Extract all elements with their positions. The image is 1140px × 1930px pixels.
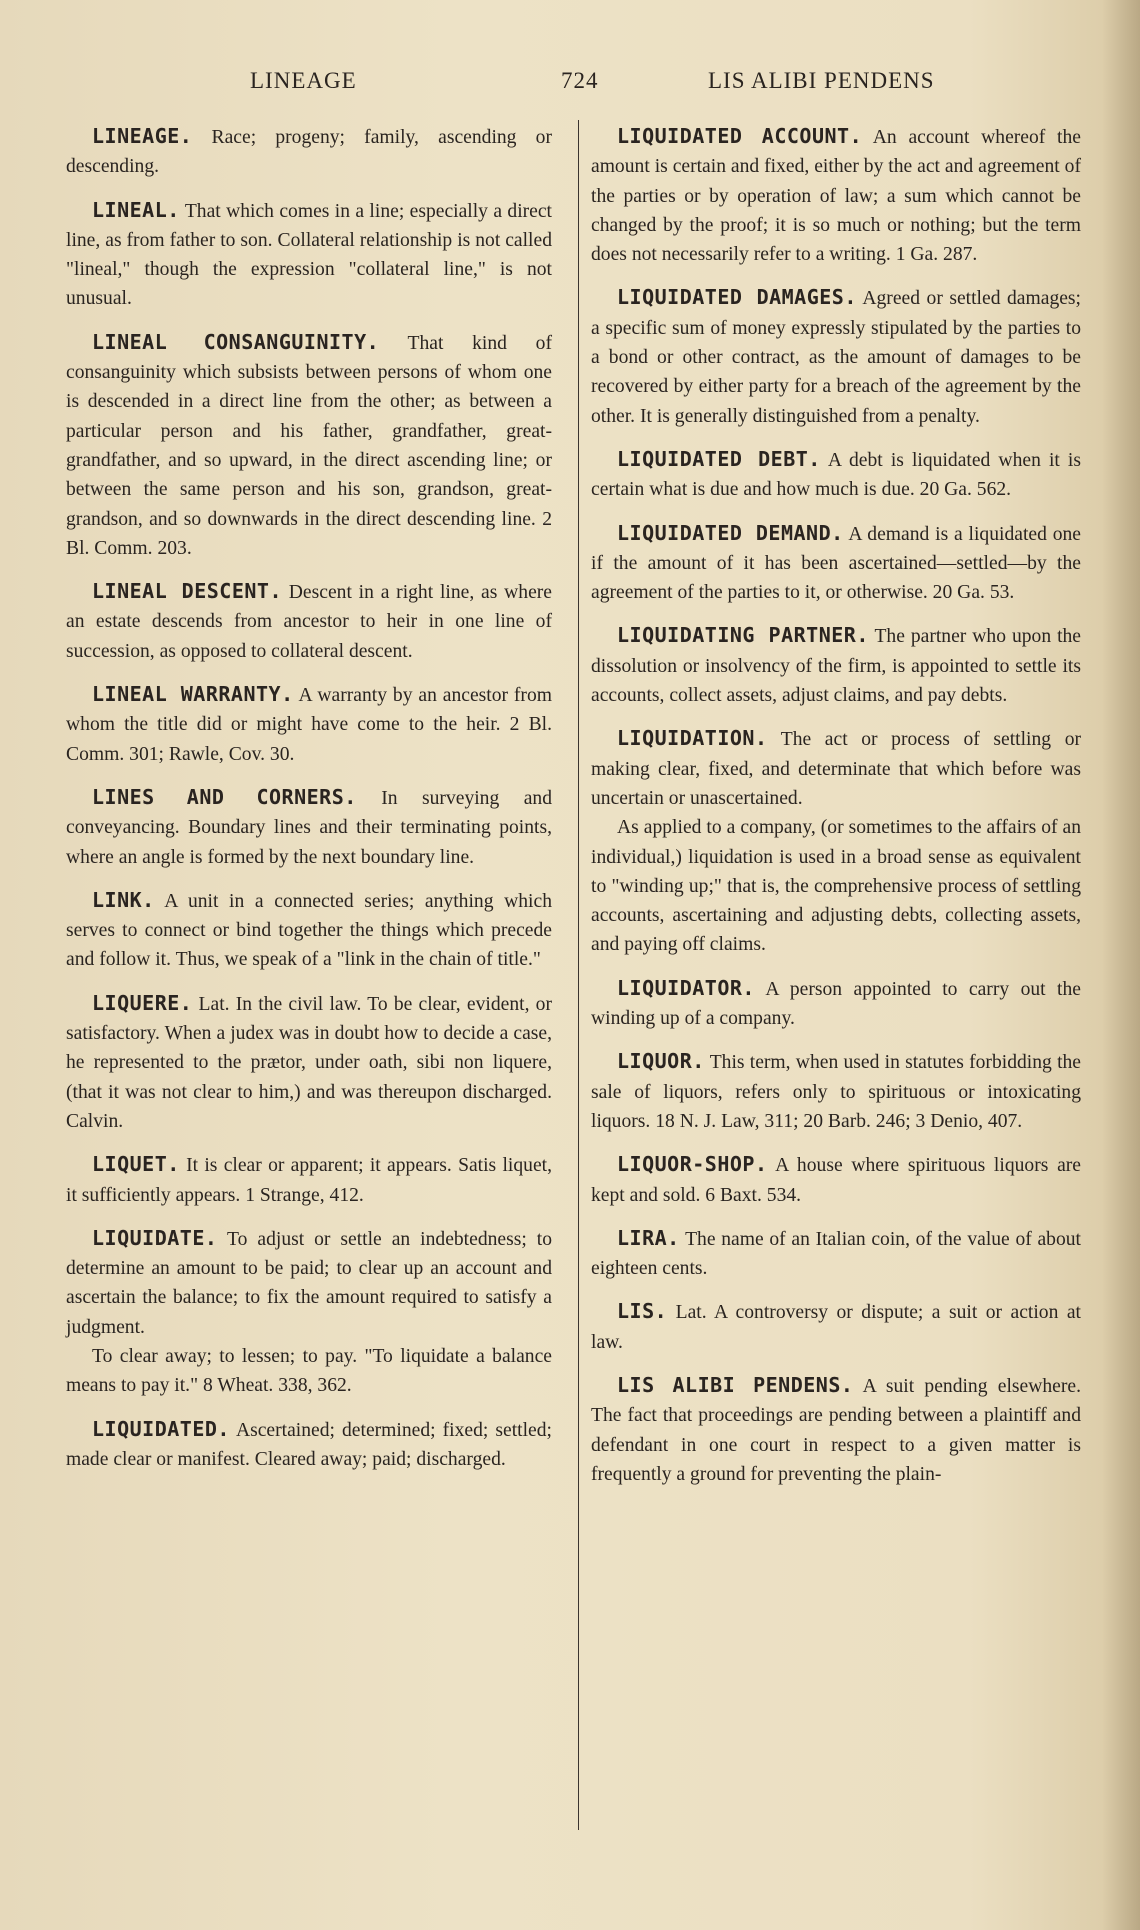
left-column — [66, 122, 552, 1488]
entry — [66, 1150, 552, 1210]
entry — [591, 1047, 1081, 1136]
definition: Ascertained; determined; fixed; settled; made clear or manifest. Cleared away; paid; discharged. — [66, 1419, 552, 1470]
headword: LINEAL WARRANTY. — [92, 682, 294, 707]
right-column — [591, 122, 1081, 1503]
headword: LIQUIDATE. — [92, 1225, 218, 1250]
entry — [66, 196, 552, 314]
definition: In surveying and conveyancing. Boundary lines and their terminating points, where an angle is formed by the next boundary line. — [66, 787, 552, 868]
definition: The name of an Italian coin, of the value of about eighteen cents. — [591, 1228, 1082, 1280]
definition: Race; progeny; family, ascending or descending. — [66, 127, 552, 178]
headword: LIQUIDATION. — [617, 726, 768, 751]
headword: LIS. — [617, 1299, 668, 1324]
entry — [66, 577, 552, 666]
entry — [66, 886, 552, 975]
column-divider — [578, 120, 579, 1830]
definition: The act or process of settling or making clear, fixed, and determinate that which before was uncertain or unascertained. — [591, 729, 1082, 809]
headword: LINEAGE. — [92, 124, 193, 148]
entry — [591, 974, 1081, 1034]
definition: Lat. A controversy or dispute; a suit or action at law. — [591, 1302, 1081, 1353]
entry — [66, 989, 552, 1136]
headword: LINES AND CORNERS. — [92, 784, 357, 809]
entry — [591, 1297, 1081, 1357]
headword: LIRA. — [617, 1225, 680, 1250]
definition-continuation: To clear away; to lessen; to pay. "To liquidate a balance means to pay it." 8 Wheat. 338, 362. — [66, 1345, 552, 1397]
headword: LIQUERE. — [92, 990, 193, 1015]
entry — [591, 122, 1081, 269]
definition: Agreed or settled damages; a specific sum of money expressly stipulated by the parties to a bond or other contract, as the amount of damages to be recovered by either party for a breach of the agreement by the other. It is generally distinguished from a penalty. — [591, 288, 1081, 427]
headword: LIQUOR. — [617, 1049, 705, 1074]
headword: LIS ALIBI PENDENS. — [617, 1372, 854, 1397]
header-right-guideword: LIS ALIBI PENDENS — [708, 68, 935, 93]
headword: LIQUIDATOR. — [617, 975, 755, 1000]
definition: An account whereof the amount is certain and fixed, either by the act and agreement of the parties or by operation of law; a sum which cannot be changed by the proof; it is so much or nothing; but the term does not necessarily refer to a writing. 1 Ga. 287. — [591, 127, 1081, 266]
definition: A debt is liquidated when it is certain what is due and how much is due. 20 Ga. 562. — [591, 449, 1081, 501]
headword: LIQUIDATED DEMAND. — [617, 520, 844, 545]
definition: A person appointed to carry out the winding up of a company. — [591, 978, 1081, 1030]
entry — [591, 1371, 1081, 1489]
headword: LINEAL CONSANGUINITY. — [92, 329, 380, 354]
definition: A unit in a connected series; anything which serves to connect or bind together the things which precede and follow it. Thus, we speak of a "link in the chain of title." — [66, 890, 552, 971]
definition: A house where spirituous liquors are kept and sold. 6 Baxt. 534. — [591, 1155, 1081, 1206]
definition: This term, when used in statutes forbidding the sale of liquors, refers only to spirituous or intoxicating liquors. 18 N. J. Law, 311; 20 Barb. 246; 3 Denio, 407. — [591, 1052, 1082, 1132]
entry — [591, 1224, 1081, 1284]
definition: Descent in a right line, as where an estate descends from ancestor to heir in one line of succession, as opposed to collateral descent. — [66, 582, 552, 662]
definition: It is clear or apparent; it appears. Satis liquet, it sufficiently appears. 1 Strange, 412. — [66, 1155, 552, 1206]
headword: LIQUIDATED DEBT. — [617, 446, 821, 471]
headword: LINEAL DESCENT. — [92, 579, 282, 604]
entry — [591, 1150, 1081, 1210]
entry — [591, 519, 1081, 608]
definition-continuation: As applied to a company, (or sometimes to the affairs of an individual,) liquidation is used in a broad sense as equivalent to "winding up;" that is, the comprehensive process of settling accounts, ascertaining and adjusting debts, collecting assets, and paying off claims. — [591, 817, 1081, 956]
headword: LIQUIDATED. — [92, 1416, 230, 1441]
page-edge-shadow — [1102, 0, 1140, 1930]
definition: That kind of consanguinity which subsists between persons of whom one is descended in a direct line from the other; as between a particular person and his father, grandfather, great-grandfather, and so upward, in the direct ascending line; or between the same person and his son, grandson, great-grandson, and so downwards in the direct descending line. 2 Bl. Comm. 203. — [66, 332, 552, 559]
headword: LINEAL. — [92, 197, 180, 222]
headword: LIQUIDATED ACCOUNT. — [617, 124, 863, 148]
entry — [591, 724, 1081, 959]
entry — [591, 283, 1081, 430]
headword: LIQUIDATED DAMAGES. — [617, 285, 857, 310]
definition: A warranty by an ancestor from whom the title did or might have come to the heir. 2 Bl. Comm. 301; Rawle, Cov. 30. — [66, 685, 552, 765]
headword: LIQUOR-SHOP. — [617, 1152, 768, 1177]
entry — [66, 328, 552, 563]
definition: A demand is a liquidated one if the amount of it has been ascertained—settled—by the agreement of the parties to it, or otherwise. 20 Ga. 53. — [591, 523, 1081, 604]
definition: A suit pending elsewhere. The fact that proceedings are pending between a plaintiff and defendant in one court in respect to a given matter is frequently a ground for preventing the plain- — [591, 1375, 1081, 1485]
entry — [66, 1224, 552, 1401]
page-number: 724 — [561, 68, 599, 93]
definition: The partner who upon the dissolution or insolvency of the firm, is appointed to settle its accounts, collect assets, adjust claims, and pay debts. — [591, 626, 1082, 707]
definition: Lat. In the civil law. To be clear, evident, or satisfactory. When a judex was in doubt how to decide a case, he represented to the prætor, under oath, sibi non liquere, (that it was not clear to him,) and was thereupon discharged. Calvin. — [66, 993, 552, 1132]
headword: LIQUIDATING PARTNER. — [617, 623, 869, 648]
headword: LIQUET. — [92, 1152, 180, 1177]
entry — [66, 1415, 552, 1475]
definition: To adjust or settle an indebtedness; to determine an amount to be paid; to clear up an account and ascertain the balance; to fix the amount required to satisfy a judgment. — [66, 1228, 553, 1338]
entry — [591, 621, 1081, 710]
headword: LINK. — [92, 887, 155, 912]
header-left-guideword: LINEAGE — [250, 68, 357, 93]
entry — [66, 680, 552, 769]
entry — [591, 445, 1081, 505]
entry — [66, 122, 552, 182]
entry — [66, 783, 552, 872]
running-header — [0, 68, 1140, 108]
definition: That which comes in a line; especially a direct line, as from father to son. Collateral relationship is not called "lineal," though the expression "collateral line," is not unusual. — [66, 200, 552, 310]
